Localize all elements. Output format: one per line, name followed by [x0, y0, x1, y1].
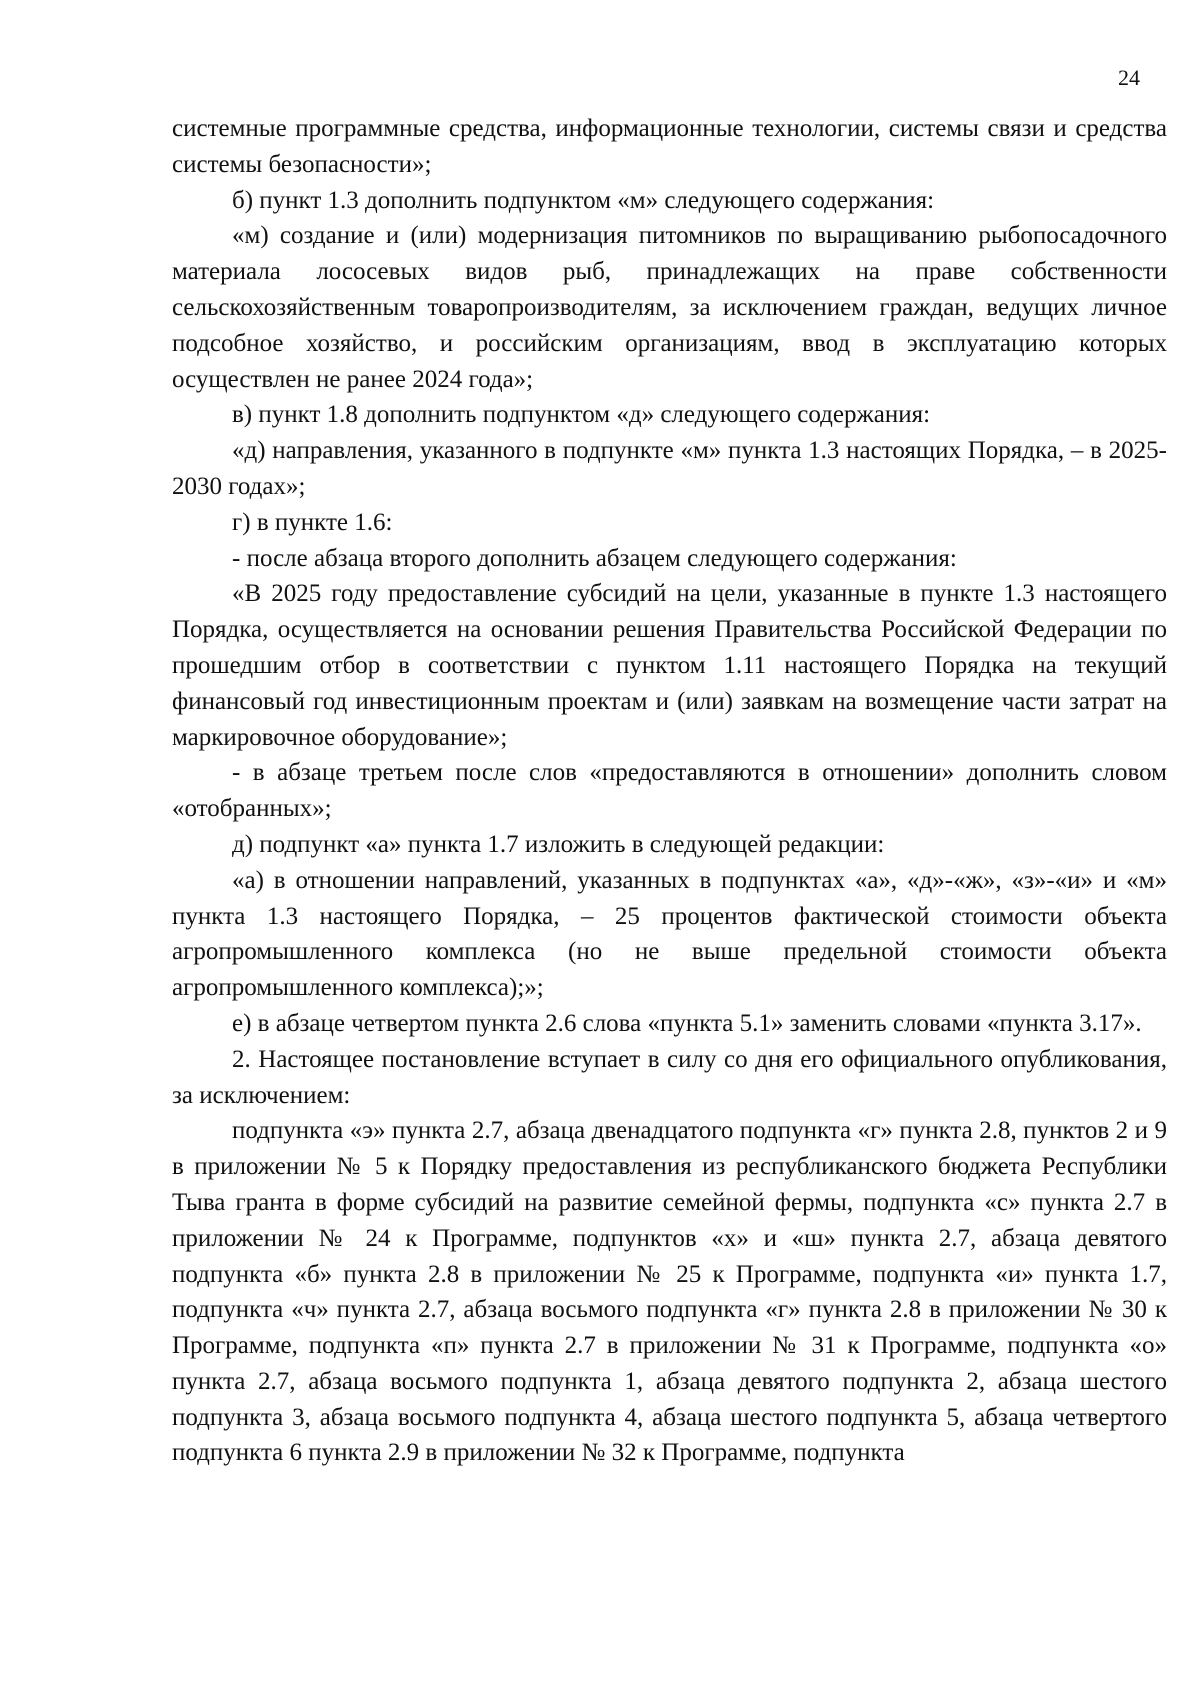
paragraph-12: е) в абзаце четвертом пункта 2.6 слова «пункта 5.1» заменить словами «пункта 3.17».	[232, 1009, 1142, 1037]
paragraph-6: г) в пункте 1.6:	[232, 508, 393, 536]
paragraph-14: подпункта «э» пункта 2.7, абзаца двенадцатого подпункта «г» пункта 2.8, пунктов 2 и 9 в приложении № 5 к Порядку предоставления из республиканского бюджета Республики Тыва гранта в форме субсидий на развитие семейной фермы, подпункта «с» пункта 2.7 в приложении № 24 к Программе, подпунктов «х» и «ш» пункта 2.7, абзаца девятого подпункта «б» пункта 2.8 в приложении № 25 к Программе, подпункта «и» пункта 1.7, подпункта «ч» пункта 2.7, абзаца восьмого подпункта «г» пункта 2.8 в приложении № 30 к Программе, подпункта «п» пункта 2.7 в приложении № 31 к Программе, подпункта «о» пункта 2.7, абзаца восьмого подпункта 1, абзаца девятого подпункта 2, абзаца шестого подпункта 3, абзаца восьмого подпункта 4, абзаца шестого подпункта 5, абзаца четвертого подпункта 6 пункта 2.9 в приложении № 32 к Программе, подпункта	[172, 1117, 1167, 1467]
paragraph-9: - в абзаце третьем после слов «предоставляются в отношении» дополнить словом «отобранных»;	[172, 759, 1167, 823]
paragraph-4: в) пункт 1.8 дополнить подпунктом «д» следующего содержания:	[232, 401, 931, 429]
paragraph-8: «В 2025 году предоставление субсидий на цели, указанные в пункте 1.3 настоящего Порядка, осуществляется на основании решения Правительства Российской Федерации по прошедшим отбор в соответствии с пунктом 1.11 настоящего Порядка на текущий финансовый год инвестиционным проектам и (или) заявкам на возмещение части затрат на маркировочное оборудование»;	[172, 580, 1167, 751]
paragraph-7: - после абзаца второго дополнить абзацем следующего содержания:	[232, 544, 957, 572]
document-body	[172, 111, 1167, 1471]
page-number: 24	[1118, 65, 1140, 90]
paragraph-1: системные программные средства, информационные технологии, системы связи и средства системы безопасности»;	[172, 115, 1167, 178]
paragraph-11: «а) в отношении направлений, указанных в подпунктах «а», «д»-«ж», «з»-«и» и «м» пункта 1.3 настоящего Порядка, – 25 процентов фактической стоимости объекта агропромышленного комплекса (но не выше предельной стоимости объекта агропромышленного комплекса);»;	[172, 866, 1167, 1002]
paragraph-13: 2. Настоящее постановление вступает в силу со дня его официального опубликования, за исключением:	[172, 1045, 1167, 1109]
paragraph-10: д) подпункт «а» пункта 1.7 изложить в следующей редакции:	[232, 830, 885, 858]
paragraph-2: б) пункт 1.3 дополнить подпунктом «м» следующего содержания:	[232, 186, 935, 214]
paragraph-3: «м) создание и (или) модернизация питомников по выращиванию рыбопосадочного материала лососевых видов рыб, принадлежащих на праве собственности сельскохозяйственным товаропроизводителям, за исключением граждан, ведущих личное подсобное хозяйство, и российским организациям, ввод в эксплуатацию которых осуществлен не ранее 2024 года»;	[172, 222, 1167, 393]
paragraph-5: «д) направления, указанного в подпункте «м» пункта 1.3 настоящих Порядка, – в 2025-2030 годах»;	[172, 437, 1167, 500]
